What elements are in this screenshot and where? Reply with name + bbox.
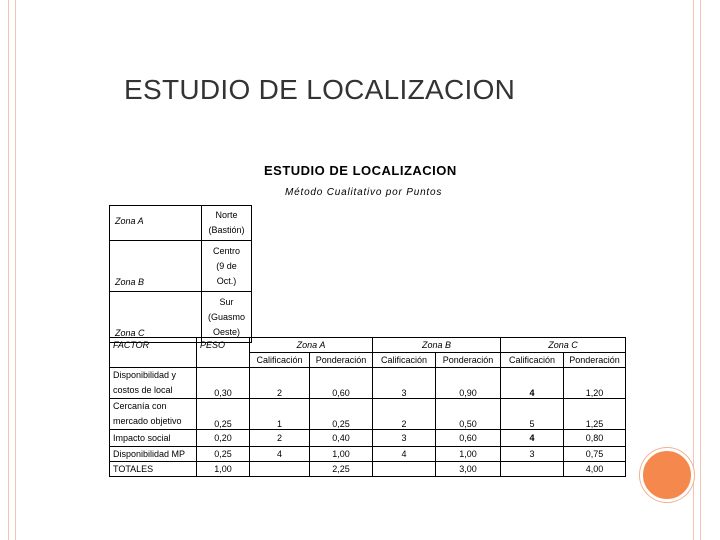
table-row [110,399,626,430]
zone-b-calificacion: 4 [373,447,436,462]
right-decorative-border [693,0,701,540]
header-row [110,338,626,353]
subheader-ponderacion: Ponderación [436,353,501,368]
zone-desc-line: Oeste) [212,326,240,337]
header-zone-a: Zona A [250,338,373,353]
zone-a-calificacion: 2 [250,430,310,447]
zone-name: Zona A [110,206,202,241]
totals-label: TOTALES [110,462,197,477]
factor-cell: Disponibilidad MP [110,447,197,462]
subheader-ponderacion: Ponderación [564,353,626,368]
zone-a-calificacion: 2 [250,368,310,399]
zone-c-ponderacion: 1,20 [564,368,626,399]
scoring-table [109,337,626,477]
factor-cell [110,399,197,430]
peso-cell: 0,20 [197,430,250,447]
zone-desc-line: Norte [215,210,238,220]
totals-zone-c: 4,00 [564,462,626,477]
document-subtitle: Método Cualitativo por Puntos [285,187,443,198]
empty-cell [501,462,564,477]
zone-a-ponderacion: 0,60 [310,368,373,399]
zone-a-calificacion: 4 [250,447,310,462]
zone-desc-line: Centro [212,245,240,256]
table-row [110,368,626,399]
zone-name: Zona C [110,292,202,343]
factor-cell [110,368,197,399]
zone-b-ponderacion: 0,60 [436,430,501,447]
factor-line: mercado objetivo [113,416,182,426]
zone-desc-line: (Bastión) [208,225,245,235]
zone-c-ponderacion: 0,80 [564,430,626,447]
header-peso: PESO [197,338,250,353]
empty-cell [373,462,436,477]
zone-row [110,241,252,292]
zone-desc-line: Oct.) [216,275,237,286]
zone-c-calificacion: 4 [501,430,564,447]
decorative-orange-circle [640,448,694,502]
zone-desc-line: Sur [219,296,234,307]
subheader-calificacion: Calificación [501,353,564,368]
zone-c-ponderacion: 0,75 [564,447,626,462]
table-row [110,430,626,447]
factor-line: costos de local [113,385,173,395]
empty-cell [197,353,250,368]
zone-a-ponderacion: 0,25 [310,399,373,430]
zone-c-calificacion: 5 [501,399,564,430]
zone-c-calificacion: 3 [501,447,564,462]
zone-b-ponderacion: 0,90 [436,368,501,399]
zone-row [110,206,252,241]
zone-b-calificacion: 3 [373,368,436,399]
zone-a-ponderacion: 0,40 [310,430,373,447]
peso-cell: 0,25 [197,399,250,430]
zone-row [110,292,252,343]
table-row [110,447,626,462]
left-decorative-border [8,0,16,540]
zone-description [202,292,252,343]
zone-b-ponderacion: 1,00 [436,447,501,462]
factor-cell: Impacto social [110,430,197,447]
header-zone-c: Zona C [501,338,626,353]
peso-cell: 0,25 [197,447,250,462]
zone-name: Zona B [110,241,202,292]
zone-b-ponderacion: 0,50 [436,399,501,430]
zone-description [202,206,252,241]
zone-b-calificacion: 3 [373,430,436,447]
zone-legend-table [109,205,252,343]
zone-desc-line: (9 de [216,260,237,271]
totals-peso: 1,00 [197,462,250,477]
header-zone-b: Zona B [373,338,501,353]
factor-line: Cercanía con [113,401,167,411]
empty-cell [110,353,197,368]
zone-description [202,241,252,292]
peso-cell: 0,30 [197,368,250,399]
empty-cell [250,462,310,477]
factor-line: Disponibilidad y [113,370,177,380]
zone-desc-line: (Guasmo [207,311,245,322]
zone-c-ponderacion: 1,25 [564,399,626,430]
header-factor: FACTOR [110,338,197,353]
zone-a-ponderacion: 1,00 [310,447,373,462]
subheader-calificacion: Calificación [250,353,310,368]
subheader-row [110,353,626,368]
slide-title: ESTUDIO DE LOCALIZACION [124,74,516,105]
totals-zone-b: 3,00 [436,462,501,477]
zone-c-calificacion: 4 [501,368,564,399]
document-title: ESTUDIO DE LOCALIZACION [264,163,457,178]
subheader-ponderacion: Ponderación [310,353,373,368]
zone-b-calificacion: 2 [373,399,436,430]
subheader-calificacion: Calificación [373,353,436,368]
zone-a-calificacion: 1 [250,399,310,430]
totals-zone-a: 2,25 [310,462,373,477]
totals-row [110,462,626,477]
